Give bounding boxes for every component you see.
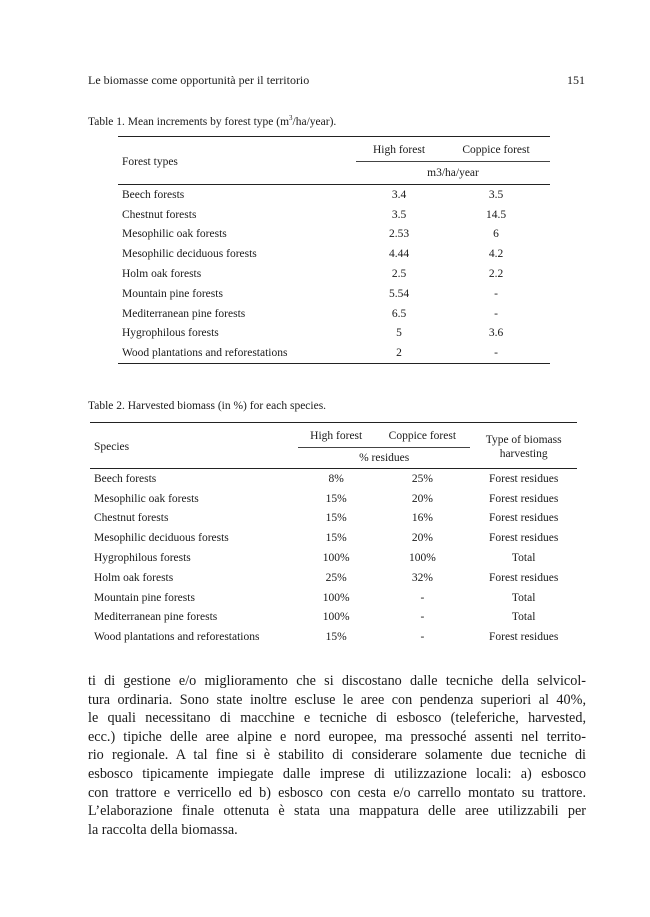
table2-header-coppice-forest: Coppice forest <box>388 430 457 442</box>
table2-row <box>90 528 577 548</box>
table1-cell-coppice: 14.5 <box>485 208 507 221</box>
table1-cell-coppice: - <box>494 307 498 320</box>
table2-cell-coppice: - <box>420 611 425 624</box>
body-line: esbosco tipicamente impiegate dalle imprese di utilizzazione locali: a) esbosco <box>88 765 586 782</box>
table1-cell-high: 5 <box>396 327 402 340</box>
body-line: tura ordinaria. Sono state inoltre escluse le aree con pendenza superiori al 40%, <box>88 691 586 708</box>
body-line: ti di gestione e/o miglioramento che si discostano dalle tecniche della selvicol- <box>88 673 586 689</box>
table2-cell-type: Forest residues <box>489 472 559 485</box>
body-line: L’elaborazione finale ottenuta è stata una mappatura delle aree utilizzabili per <box>88 803 586 820</box>
table2-cell-high: 100% <box>322 552 350 565</box>
table2-header-type-line2: harvesting <box>499 447 548 460</box>
table2-cell-type: Forest residues <box>489 512 559 525</box>
table2-cell-high: 15% <box>325 512 347 525</box>
table2-cell-high: 25% <box>325 571 347 584</box>
table2-row <box>90 548 577 568</box>
table2-row <box>90 509 577 529</box>
table1-row <box>118 284 550 304</box>
table1-header-forest-types: Forest types <box>118 137 356 185</box>
table1-caption <box>88 114 336 128</box>
table2-caption: Table 2. Harvested biomass (in %) for each species. <box>88 400 327 412</box>
table2-row <box>90 489 577 509</box>
table1-cell-high: 4.44 <box>388 248 410 261</box>
table2-cell-coppice: - <box>420 591 425 604</box>
body-line: con trattore e verricello ed b) esbosco con cesta e/o carrello montato su trattore. <box>88 784 586 801</box>
body-line: le quali necessitano di macchine e tecniche di esbosco (teleferiche, harvested, <box>88 710 586 727</box>
table1-cell-coppice: 4.2 <box>488 248 504 261</box>
table1-cell-forest-type: Hygrophilous forests <box>122 327 219 340</box>
table1-cell-forest-type: Beech forests <box>122 188 185 201</box>
table2-cell-type: Total <box>511 552 536 565</box>
table2 <box>90 422 577 647</box>
table1 <box>118 136 550 364</box>
table1-cell-high: 6.5 <box>391 307 407 320</box>
body-line: la raccolta della biomassa. <box>88 821 238 838</box>
table1-row <box>118 343 550 363</box>
table1-cell-coppice: 3.6 <box>488 327 504 340</box>
table1-cell-high: 3.4 <box>391 188 407 201</box>
table1-row <box>118 324 550 344</box>
table2-header-type <box>470 423 577 469</box>
table2-cell-coppice: 32% <box>411 571 433 584</box>
table2-header-unit: % residues <box>298 448 470 469</box>
table2-cell-type: Forest residues <box>489 631 559 644</box>
table1-cell-coppice: - <box>494 347 498 360</box>
table2-cell-coppice: 20% <box>411 532 433 545</box>
running-head <box>88 73 585 88</box>
table1-header-coppice-forest: Coppice forest <box>462 144 530 156</box>
table1-cell-high: 2 <box>396 347 402 360</box>
table1-row <box>118 205 550 225</box>
table1-cell-forest-type: Mediterranean pine forests <box>122 307 246 320</box>
table2-cell-species: Mesophilic oak forests <box>94 492 199 505</box>
table2-header-high-forest: High forest <box>310 430 363 442</box>
table2-row <box>90 469 577 489</box>
table2-cell-type: Total <box>511 591 536 604</box>
table1-caption-tail: /ha/year). <box>292 115 337 128</box>
table1-cell-coppice: 6 <box>493 228 499 241</box>
table2-row <box>90 568 577 588</box>
body-line: ecc.) tipiche delle aree alpine e nord europee, ma pressoché assenti nel territo- <box>88 728 586 745</box>
table1-row <box>118 185 550 205</box>
table1-body <box>118 185 550 364</box>
table1-header-unit: m3/ha/year <box>356 162 550 185</box>
table2-header-species: Species <box>90 423 298 469</box>
table1-row <box>118 225 550 245</box>
table1-cell-forest-type: Mesophilic oak forests <box>122 228 227 241</box>
table1-cell-forest-type: Chestnut forests <box>122 208 197 221</box>
table2-row <box>90 588 577 608</box>
table2-row <box>90 608 577 628</box>
table1-cell-high: 5.54 <box>388 287 410 300</box>
table1-caption-text: Table 1. Mean increments by forest type (m <box>88 115 290 128</box>
table2-cell-species: Hygrophilous forests <box>94 552 191 565</box>
table2-header-type-line1: Type of biomass <box>485 433 562 446</box>
table2-cell-type: Forest residues <box>489 571 559 584</box>
table1-cell-coppice: 2.2 <box>488 268 504 281</box>
table1-caption-sup: 3 <box>289 114 293 122</box>
table1-cell-forest-type: Mountain pine forests <box>122 287 223 300</box>
table2-cell-species: Beech forests <box>94 472 157 485</box>
table2-cell-type: Forest residues <box>489 492 559 505</box>
table2-cell-coppice: 100% <box>408 552 436 565</box>
table1-cell-high: 3.5 <box>391 208 407 221</box>
table1-row <box>118 304 550 324</box>
table2-cell-species: Mountain pine forests <box>94 591 195 604</box>
table1-cell-high: 2.53 <box>388 228 410 241</box>
page-number: 151 <box>567 73 585 87</box>
table2-cell-coppice: - <box>420 631 425 644</box>
table2-cell-species: Mediterranean pine forests <box>94 611 218 624</box>
body-paragraph <box>88 672 586 839</box>
table1-cell-coppice: 3.5 <box>488 188 504 201</box>
table1-cell-forest-type: Wood plantations and reforestations <box>122 347 288 360</box>
table2-cell-high: 15% <box>325 631 347 644</box>
table1-cell-coppice: - <box>494 287 498 300</box>
table2-cell-species: Holm oak forests <box>94 571 174 584</box>
table2-cell-species: Chestnut forests <box>94 512 169 525</box>
table2-cell-type: Forest residues <box>489 532 559 545</box>
table2-cell-coppice: 16% <box>411 512 433 525</box>
table2-row <box>90 627 577 647</box>
table1-cell-high: 2.5 <box>391 268 407 281</box>
table1-row <box>118 244 550 264</box>
table2-cell-coppice: 25% <box>411 472 433 485</box>
table2-cell-high: 100% <box>322 591 350 604</box>
table2-cell-high: 15% <box>325 532 347 545</box>
table1-row <box>118 264 550 284</box>
table1-cell-forest-type: Mesophilic deciduous forests <box>122 248 257 261</box>
table2-cell-high: 8% <box>328 472 344 485</box>
table2-cell-species: Mesophilic deciduous forests <box>94 532 229 545</box>
running-head-title: Le biomasse come opportunità per il territorio <box>88 73 310 87</box>
table1-header-high-forest: High forest <box>372 144 426 156</box>
body-line: rio regionale. A tal fine si è stabilito di considerare solamente due tecniche di <box>88 747 586 764</box>
table1-cell-forest-type: Holm oak forests <box>122 268 202 281</box>
table2-body <box>90 469 577 648</box>
table2-cell-type: Total <box>511 611 536 624</box>
table2-cell-high: 15% <box>325 492 347 505</box>
table2-cell-high: 100% <box>322 611 350 624</box>
table2-cell-species: Wood plantations and reforestations <box>94 631 260 644</box>
table2-cell-coppice: 20% <box>411 492 433 505</box>
